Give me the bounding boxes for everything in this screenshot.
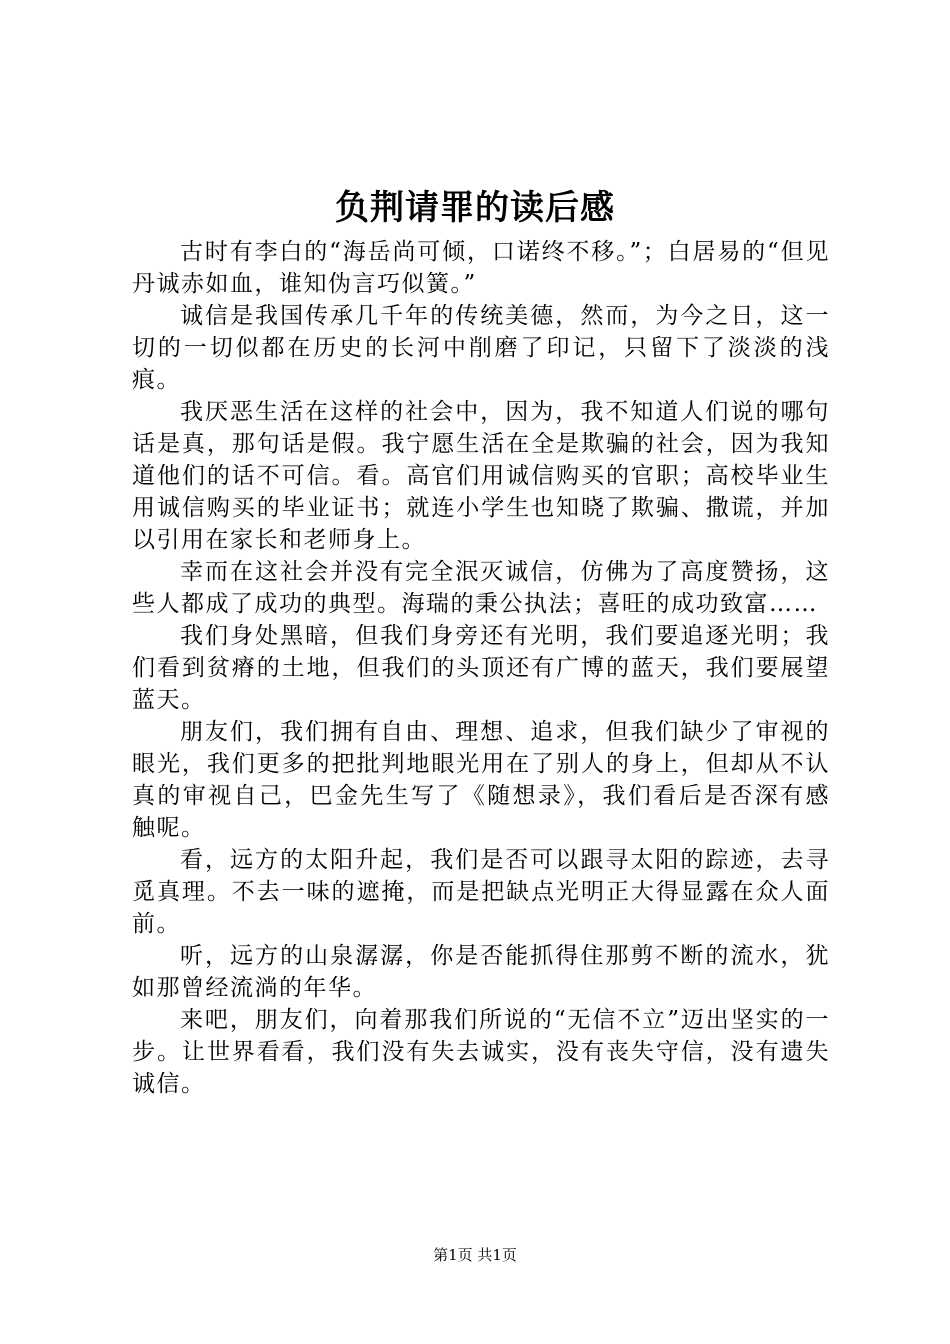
paragraph-8: 听，远方的山泉潺潺，你是否能抓得住那剪不断的流水，犹如那曾经流淌的年华。 xyxy=(132,943,830,1001)
page-footer: 第1页 共1页 xyxy=(433,1246,517,1264)
paragraph-1: 古时有李白的“海岳尚可倾，口诺终不移。”；白居易的“但见丹诚赤如血，谁知伪言巧似簧。” xyxy=(132,239,830,297)
document-body xyxy=(132,236,830,1100)
paragraph-2: 诚信是我国传承几千年的传统美德，然而，为今之日，这一切的一切似都在历史的长河中削磨了印记，只留下了淡淡的浅痕。 xyxy=(132,303,830,393)
paragraph-3: 我厌恶生活在这样的社会中，因为，我不知道人们说的哪句话是真，那句话是假。我宁愿生活在全是欺骗的社会，因为我知道他们的话不可信。看。高官们用诚信购买的官职；高校毕业生用诚信购买的毕业证书；就连小学生也知晓了欺骗、撒谎，并加以引用在家长和老师身上。 xyxy=(132,399,830,553)
paragraph-7: 看，远方的太阳升起，我们是否可以跟寻太阳的踪迹，去寻觅真理。不去一味的遮掩，而是把缺点光明正大得显露在众人面前。 xyxy=(132,847,830,937)
paragraph-9: 来吧，朋友们，向着那我们所说的“无信不立”迈出坚实的一步。让世界看看，我们没有失去诚实，没有丧失守信，没有遗失诚信。 xyxy=(132,1007,830,1097)
document-title: 负荆请罪的读后感 xyxy=(335,188,615,228)
paragraph-5: 我们身处黑暗，但我们身旁还有光明，我们要追逐光明；我们看到贫瘠的土地，但我们的头顶还有广博的蓝天，我们要展望蓝天。 xyxy=(132,623,830,713)
paragraph-4: 幸而在这社会并没有完全泯灭诚信，仿佛为了高度赞扬，这些人都成了成功的典型。海瑞的秉公执法；喜旺的成功致富…… xyxy=(132,559,830,617)
paragraph-6: 朋友们，我们拥有自由、理想、追求，但我们缺少了审视的眼光，我们更多的把批判地眼光用在了别人的身上，但却从不认真的审视自己，巴金先生写了《随想录》，我们看后是否深有感触呢。 xyxy=(132,719,830,841)
